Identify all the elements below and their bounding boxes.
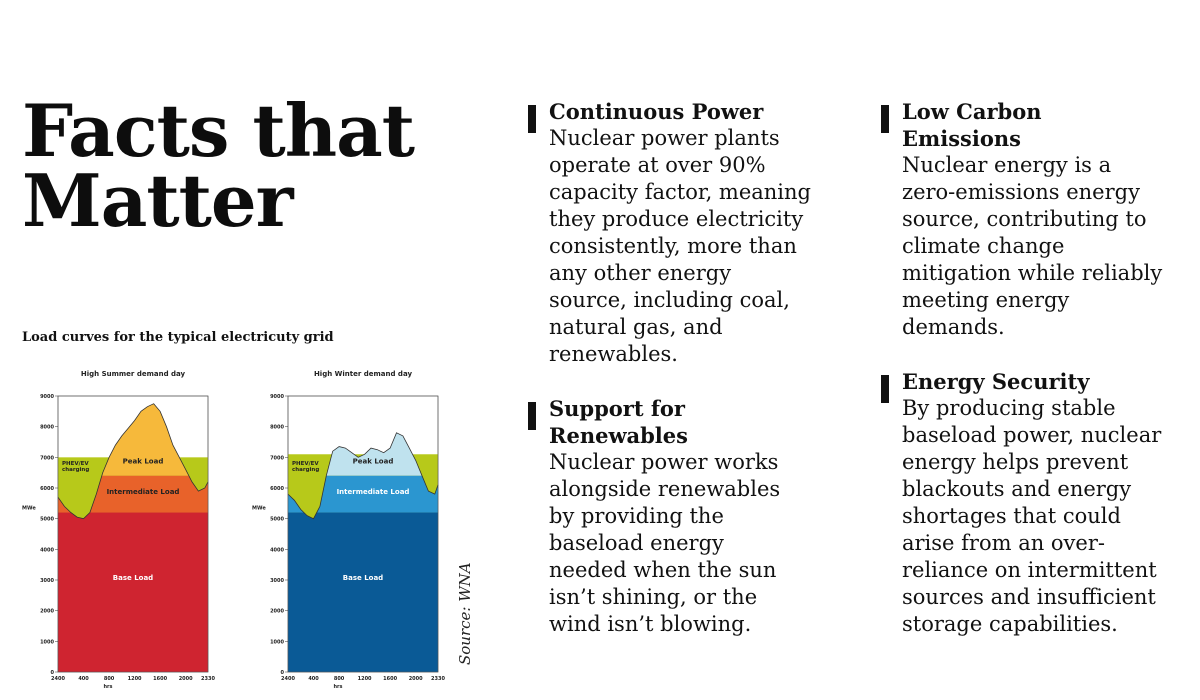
y-tick-label: 1000 [270, 639, 284, 646]
x-tick-label: 1200 [357, 676, 372, 682]
y-axis-label: MWe [22, 505, 36, 512]
phev-label-line-2: charging [62, 467, 90, 473]
y-tick-label: 6000 [40, 486, 54, 492]
fact-heading: Support for Renewables [549, 396, 688, 448]
y-tick-label: 7000 [40, 455, 54, 462]
page-title: Facts that Matter [22, 88, 415, 243]
fact-continuous-power [549, 98, 814, 368]
base-load-area [288, 513, 438, 672]
y-tick-label: 9000 [270, 394, 284, 400]
x-tick-label: 2400 [281, 676, 295, 682]
phev-label-line-1: PHEV/EV [62, 461, 89, 467]
winter-load-chart [250, 362, 450, 698]
fact-heading: Low Carbon Emissions [902, 99, 1042, 151]
fact-energy-security [902, 368, 1162, 638]
x-tick-label: 2330 [201, 676, 215, 682]
peak-load-label: Peak Load [122, 457, 164, 466]
load-curve-charts [20, 362, 460, 700]
phev-label-line-1: PHEV/EV [292, 461, 319, 467]
fact-marker [881, 105, 889, 133]
x-tick-label: 1200 [127, 676, 142, 682]
intermediate-load-label: Intermediate Load [336, 488, 410, 497]
phev-label-line-2: charging [292, 467, 320, 473]
x-tick-label: 400 [308, 676, 319, 682]
y-tick-label: 8000 [40, 424, 54, 431]
fact-marker [528, 402, 536, 430]
fact-body: Nuclear power plants operate at over 90% capacity factor, meaning they produce electricity consistently, more than any other energy source, including coal, natural gas, and renewables. [549, 126, 811, 366]
y-tick-label: 8000 [270, 424, 284, 431]
chart-title: High Winter demand day [313, 370, 413, 378]
x-tick-label: 1600 [153, 676, 168, 682]
y-tick-label: 6000 [270, 486, 284, 492]
y-tick-label: 4000 [40, 547, 54, 554]
y-tick-label: 0 [50, 670, 54, 676]
y-tick-label: 3000 [270, 578, 284, 584]
y-tick-label: 2000 [270, 608, 284, 615]
x-tick-label: 2400 [51, 676, 65, 682]
fact-body: Nuclear power works alongside renewables by providing the baseload energy needed when the sun isn’t shining, or the wind isn’t blowing. [549, 450, 781, 636]
base-load-label: Base Load [342, 574, 384, 582]
x-tick-label: 1600 [383, 676, 398, 682]
x-axis-label: hrs [103, 684, 113, 690]
intermediate-load-label: Intermediate Load [106, 488, 180, 497]
y-axis-label: MWe [252, 505, 266, 512]
y-tick-label: 3000 [40, 578, 54, 584]
x-tick-label: 2000 [178, 676, 193, 682]
y-tick-label: 0 [280, 670, 284, 676]
y-tick-label: 5000 [270, 516, 284, 523]
x-tick-label: 400 [78, 676, 89, 682]
y-tick-label: 4000 [270, 547, 284, 554]
x-tick-label: 800 [333, 676, 345, 682]
base-load-area [58, 513, 208, 672]
summer-load-chart [20, 362, 220, 698]
x-tick-label: 2330 [431, 676, 445, 682]
y-tick-label: 5000 [40, 516, 54, 523]
x-axis-label: hrs [333, 684, 343, 690]
y-tick-label: 2000 [40, 608, 54, 615]
x-tick-label: 800 [103, 676, 115, 682]
base-load-label: Base Load [112, 574, 154, 582]
fact-low-carbon [902, 98, 1164, 341]
x-tick-label: 2000 [408, 676, 423, 682]
fact-body: Nuclear energy is a zero-emissions energy source, contributing to climate change mitigation while reliably meeting energy demands. [902, 153, 1163, 339]
source-credit: Source: WNA [456, 562, 474, 665]
fact-body: By producing stable baseload power, nuclear energy helps prevent blackouts and energy shortages that could arise from an over-reliance on intermittent sources and insufficient storage capabilities. [902, 396, 1162, 636]
y-tick-label: 7000 [270, 455, 284, 462]
y-tick-label: 1000 [40, 639, 54, 646]
fact-support-renewables [549, 395, 799, 638]
peak-load-label: Peak Load [352, 457, 394, 466]
fact-marker [528, 105, 536, 133]
y-tick-label: 9000 [40, 394, 54, 400]
fact-heading: Energy Security [902, 369, 1090, 394]
chart-title: High Summer demand day [80, 370, 186, 378]
chart-caption: Load curves for the typical electricuty grid [22, 330, 334, 345]
fact-marker [881, 375, 889, 403]
fact-heading: Continuous Power [549, 99, 764, 124]
